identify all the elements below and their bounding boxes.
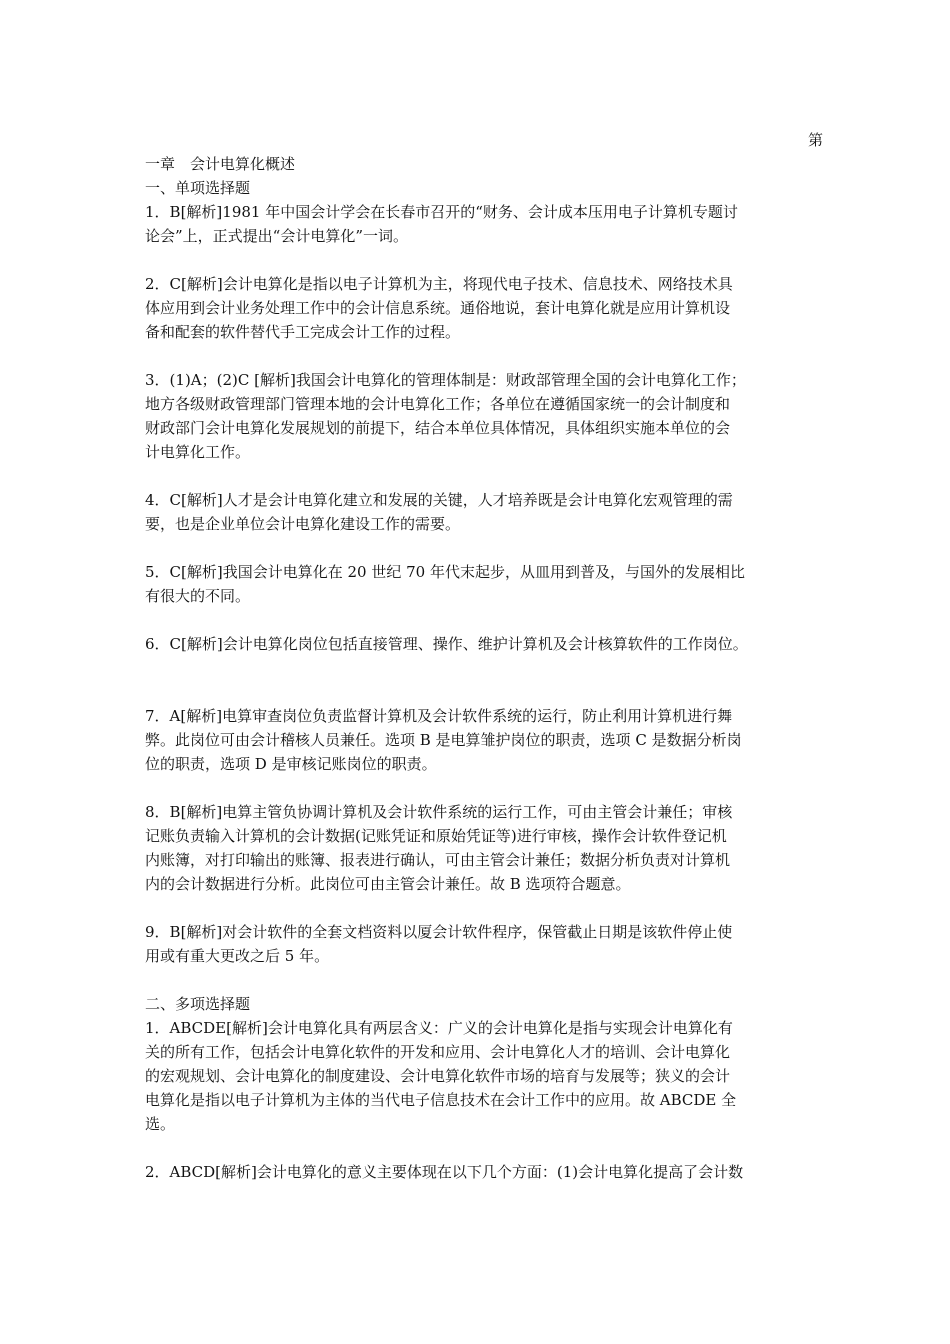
answer-line: 5．C[解析]我国会计电算化在 20 世纪 70 年代末起步，从皿用到普及，与国外的发展相比 [145, 563, 745, 581]
answer-line: 记账负责输入计算机的会计数据(记账凭证和原始凭证等)进行审核，操作会计软件登记机 [145, 827, 727, 845]
answer-line: 财政部门会计电算化发展规划的前提下，结合本单位具体情况，具体组织实施本单位的会 [145, 419, 731, 437]
answer-line: 计电算化工作。 [145, 443, 251, 461]
paragraph-gap [145, 344, 817, 368]
answer-item [145, 1016, 817, 1136]
answer-line: 2．C[解析]会计电算化是指以电子计算机为主，将现代电子技术、信息技术、网络技术具 [145, 275, 733, 293]
answer-line: 8．B[解析]电算主管负协调计算机及会计软件系统的运行工作，可由主管会计兼任；审核 [145, 803, 733, 821]
answer-line: 2．ABCD[解析]会计电算化的意义主要体现在以下几个方面：(1)会计电算化提高了会计数 [145, 1163, 744, 1181]
answer-item [145, 272, 817, 344]
answer-line: 6．C[解析]会计电算化岗位包括直接管理、操作、维护计算机及会计核算软件的工作岗位。 [145, 635, 748, 653]
answer-item [145, 368, 817, 464]
section-title-multiple-choice: 二、多项选择题 [145, 995, 251, 1013]
answer-line: 电算化是指以电子计算机为主体的当代电子信息技术在会计工作中的应用。故 ABCDE 全 [145, 1091, 737, 1109]
answer-line: 1．ABCDE[解析]会计电算化具有两层含义：广义的会计电算化是指与实现会计电算化有 [145, 1019, 733, 1037]
answer-line: 的宏观规划、会计电算化的制度建设、会计电算化软件市场的培育与发展等；狭义的会计 [145, 1067, 731, 1085]
chapter-title: 一章 会计电算化概述 [145, 155, 296, 173]
answer-line: 9．B[解析]对会计软件的全套文档资料以厦会计软件程序，保管截止日期是该软件停止使 [145, 923, 733, 941]
answer-item [145, 704, 817, 776]
paragraph-gap [145, 1136, 817, 1160]
paragraph-gap [145, 464, 817, 488]
paragraph-gap [145, 608, 817, 632]
answer-line: 4．C[解析]人才是会计电算化建立和发展的关键，人才培养既是会计电算化宏观管理的需 [145, 491, 733, 509]
page-corner-text: 第 [807, 131, 823, 149]
answer-item [145, 488, 817, 536]
answer-line: 选。 [145, 1115, 176, 1133]
answer-line: 弊。此岗位可由会计稽核人员兼任。选项 B 是电算雏护岗位的职责，选项 C 是数据分析岗 [145, 731, 742, 749]
document-body [145, 152, 817, 1184]
paragraph-gap [145, 536, 817, 560]
answer-line: 有很大的不同。 [145, 587, 251, 605]
answer-line: 1．B[解析]1981 年中国会计学会在长春市召开的“财务、会计成本压用电子计算机专题讨 [145, 203, 738, 221]
paragraph-gap [145, 776, 817, 800]
answer-line: 论会”上，正式提出“会计电算化”一词。 [145, 227, 409, 245]
answer-line: 7．A[解析]电算审查岗位负责监督计算机及会计软件系统的运行，防止利用计算机进行舞 [145, 707, 733, 725]
answer-line: 内的会计数据进行分析。此岗位可由主管会计兼任。故 B 选项符合题意。 [145, 875, 631, 893]
answer-line: 地方各级财政管理部门管理本地的会计电算化工作；各单位在遵循国家统一的会计制度和 [145, 395, 731, 413]
answer-line: 关的所有工作，包括会计电算化软件的开发和应用、会计电算化人才的培训、会计电算化 [145, 1043, 731, 1061]
answer-line: 要，也是企业单位会计电算化建设工作的需要。 [145, 515, 461, 533]
answer-item [145, 1160, 817, 1184]
answer-item [145, 800, 817, 896]
answer-line: 内账簿，对打印输出的账簿、报表进行确认，可由主管会计兼任；数据分析负责对计算机 [145, 851, 731, 869]
answer-line: 备和配套的软件替代手工完成会计工作的过程。 [145, 323, 461, 341]
answer-line [145, 656, 817, 680]
paragraph-gap [145, 248, 817, 272]
paragraph-gap [145, 680, 817, 704]
answer-line: 用或有重大更改之后 5 年。 [145, 947, 330, 965]
answer-item [145, 920, 817, 968]
answer-item [145, 632, 817, 680]
answer-line: 位的职责，选项 D 是审核记账岗位的职责。 [145, 755, 437, 773]
answer-item [145, 200, 817, 248]
paragraph-gap [145, 896, 817, 920]
answer-item [145, 560, 817, 608]
answer-line: 3．(1)A；(2)C [解析]我国会计电算化的管理体制是：财政部管理全国的会计电算化工作； [145, 371, 746, 389]
paragraph-gap [145, 968, 817, 992]
answer-line: 体应用到会计业务处理工作中的会计信息系统。通俗地说，套计电算化就是应用计算机设 [145, 299, 731, 317]
section-title-single-choice: 一、单项选择题 [145, 179, 251, 197]
